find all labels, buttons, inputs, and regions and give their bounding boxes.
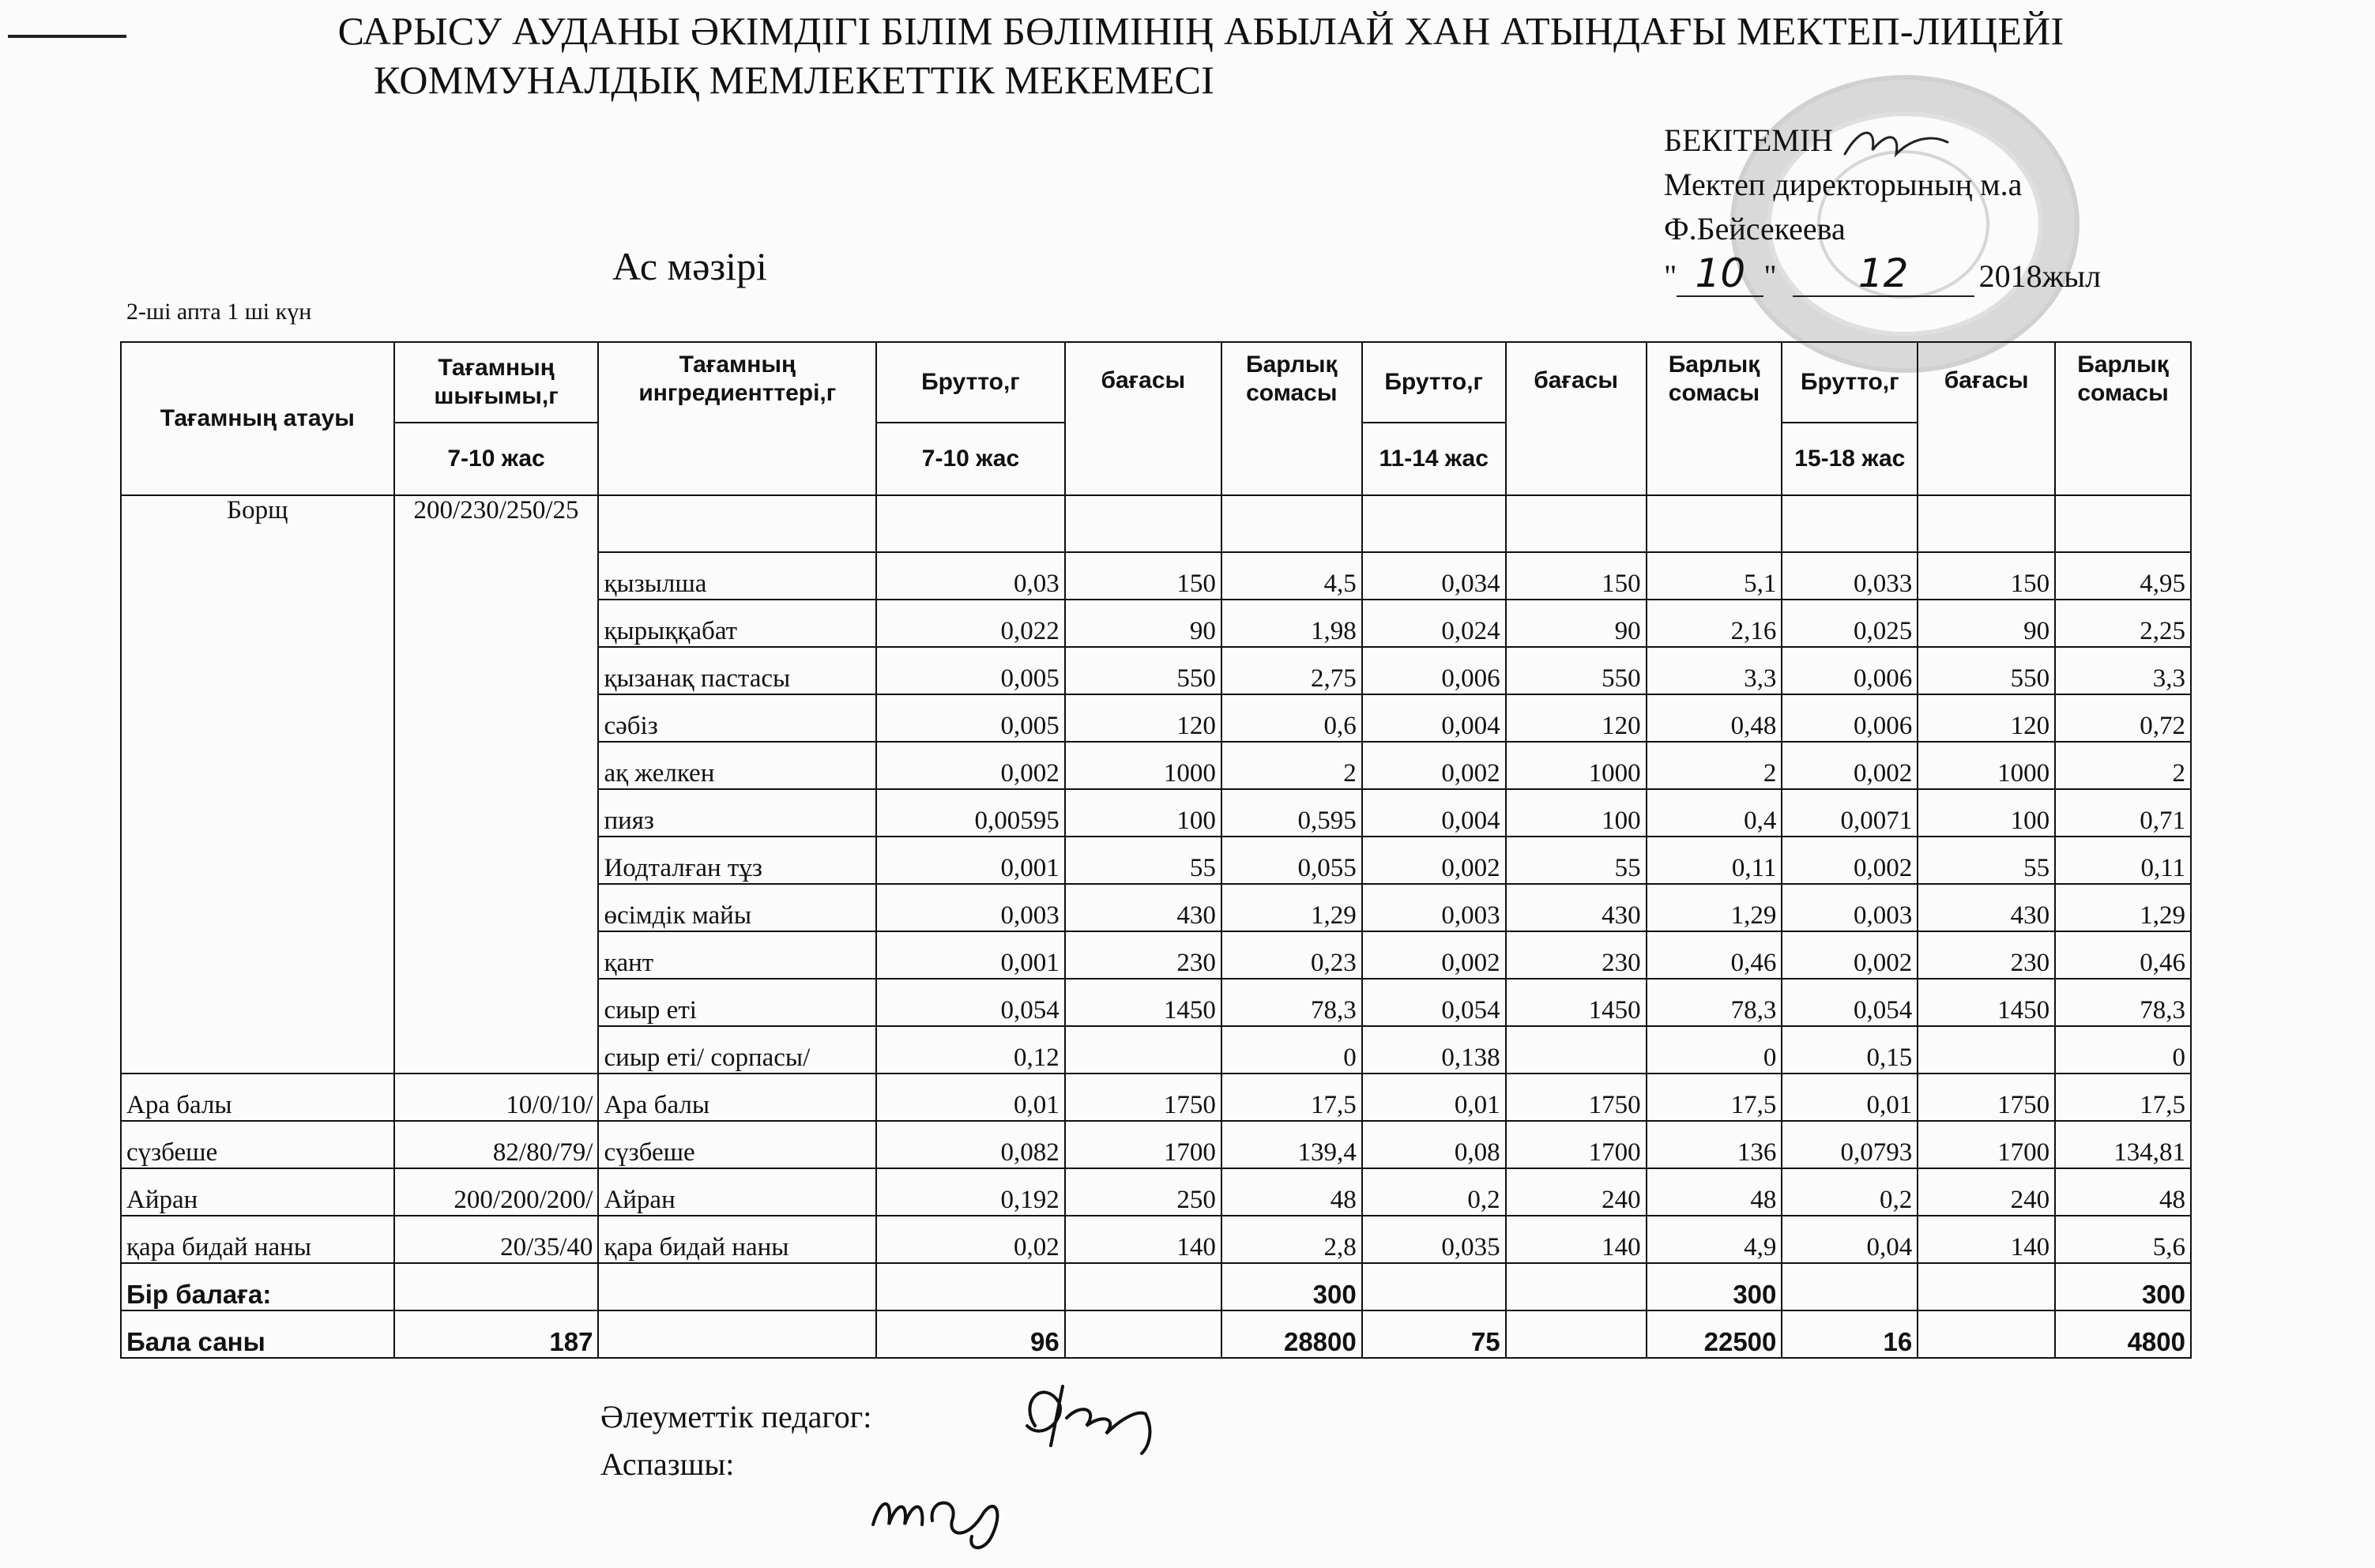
ingredient-name: өсімдік майы [598, 884, 876, 931]
per-child-total-15-18: 300 [2055, 1263, 2191, 1310]
cell: 430 [1506, 884, 1647, 931]
cell: 120 [1918, 694, 2055, 742]
children-sum-7-10: 28800 [1221, 1310, 1362, 1358]
per-child-label: Бір балаға: [121, 1263, 394, 1310]
col-total-1: Барлық сомасы [1221, 342, 1362, 495]
cell: 0,48 [1647, 694, 1782, 742]
ingredient-name: сәбіз [598, 694, 876, 742]
dish-name: Ара балы [121, 1074, 394, 1121]
cell: 3,3 [1647, 647, 1782, 694]
cell: 2 [1221, 742, 1362, 789]
age-group-7-10: 7-10 жас [876, 423, 1065, 495]
cell: 0,002 [1362, 837, 1506, 884]
cell: 48 [2055, 1168, 2191, 1216]
cell: 0,035 [1362, 1216, 1506, 1263]
table-row-per-child [121, 1263, 2191, 1310]
cell: 0,002 [1782, 742, 1918, 789]
cell: 1,29 [2055, 884, 2191, 931]
table-row [121, 1216, 2191, 1263]
cell: 0,15 [1782, 1026, 1918, 1074]
cell: 100 [1918, 789, 2055, 837]
cell: 0,00595 [876, 789, 1065, 837]
table-row [121, 1121, 2191, 1168]
cell: 1,29 [1647, 884, 1782, 931]
cell: 1750 [1506, 1074, 1647, 1121]
cell: 0,01 [1782, 1074, 1918, 1121]
cell: 0,04 [1782, 1216, 1918, 1263]
cell: 0,002 [1782, 931, 1918, 979]
cell: 1000 [1065, 742, 1221, 789]
col-price-2: бағасы [1506, 342, 1647, 495]
cell: 3,3 [2055, 647, 2191, 694]
cell: 0,72 [2055, 694, 2191, 742]
col-price-1: бағасы [1065, 342, 1221, 495]
org-title-line1: САРЫСУ АУДАНЫ ӘКІМДІГІ БІЛІМ БӨЛІМІНІҢ АБЫЛАЙ ХАН АТЫНДАҒЫ МЕКТЕП-ЛИЦЕЙІ [337, 9, 2064, 53]
cell: 48 [1221, 1168, 1362, 1216]
cell: 2 [1647, 742, 1782, 789]
children-count-11-14: 75 [1362, 1310, 1506, 1358]
cell: 0,46 [1647, 931, 1782, 979]
cell: 0 [1647, 1026, 1782, 1074]
cell: 1000 [1918, 742, 2055, 789]
cell: 0,001 [876, 931, 1065, 979]
cell: 1000 [1506, 742, 1647, 789]
cell: 1700 [1065, 1121, 1221, 1168]
ingredient-name: Иодталған тұз [598, 837, 876, 884]
cell: 0,23 [1221, 931, 1362, 979]
cell: 150 [1918, 552, 2055, 600]
cell: 430 [1065, 884, 1221, 931]
cell: 120 [1065, 694, 1221, 742]
cell: 0,034 [1362, 552, 1506, 600]
cell: 2,16 [1647, 600, 1782, 647]
dish-yield: 200/230/250/25 [394, 495, 599, 1074]
cell: 0,2 [1362, 1168, 1506, 1216]
social-pedagog-label: Әлеуметтік педагог: [600, 1399, 872, 1435]
cell: 0,025 [1782, 600, 1918, 647]
dish-yield: 82/80/79/ [394, 1121, 599, 1168]
cell: 1750 [1065, 1074, 1221, 1121]
cell: 240 [1506, 1168, 1647, 1216]
table-header-row [121, 342, 2191, 423]
org-title-line2: КОММУНАЛДЫҚ МЕМЛЕКЕТТІК МЕКЕМЕСІ [374, 58, 1214, 102]
children-count-7-10: 96 [876, 1310, 1065, 1358]
dish-name: Айран [121, 1168, 394, 1216]
table-row-borsch [121, 495, 2191, 552]
cell: 0,003 [1362, 884, 1506, 931]
ingredient-name: қызанақ пастасы [598, 647, 876, 694]
cell: 4,9 [1647, 1216, 1782, 1263]
cell: 0,71 [2055, 789, 2191, 837]
children-sum-15-18: 4800 [2055, 1310, 2191, 1358]
cell [1065, 1026, 1221, 1074]
children-count-15-18: 16 [1782, 1310, 1918, 1358]
cell: 140 [1506, 1216, 1647, 1263]
cell: 134,81 [2055, 1121, 2191, 1168]
cell: 0 [1221, 1026, 1362, 1074]
cell: 140 [1065, 1216, 1221, 1263]
cell: 90 [1065, 600, 1221, 647]
ingredient-name: қара бидай наны [598, 1216, 876, 1263]
col-yield: Тағамның шығымы,г [394, 342, 599, 423]
cell: 550 [1918, 647, 2055, 694]
cell: 0,0793 [1782, 1121, 1918, 1168]
ingredient-name: сиыр еті [598, 979, 876, 1026]
cell: 78,3 [1221, 979, 1362, 1026]
cell: 0,11 [2055, 837, 2191, 884]
cell: 0,006 [1362, 647, 1506, 694]
approval-name: Ф.Бейсекеева [1664, 211, 1846, 246]
cell: 100 [1065, 789, 1221, 837]
cell: 2,75 [1221, 647, 1362, 694]
col-price-3: бағасы [1918, 342, 2055, 495]
cell: 17,5 [1647, 1074, 1782, 1121]
cell: 0,024 [1362, 600, 1506, 647]
cell: 0,054 [1782, 979, 1918, 1026]
cell: 17,5 [2055, 1074, 2191, 1121]
date-year: 2018жыл [1978, 258, 2102, 294]
per-child-total-11-14: 300 [1647, 1263, 1782, 1310]
ingredient-name: Айран [598, 1168, 876, 1216]
menu-table [120, 341, 2192, 1359]
date-quote-close: " [1763, 258, 1777, 294]
cell: 0,46 [2055, 931, 2191, 979]
cell: 0 [2055, 1026, 2191, 1074]
cell: 0,082 [876, 1121, 1065, 1168]
children-count-label: Бала саны [121, 1310, 394, 1358]
cell: 17,5 [1221, 1074, 1362, 1121]
cell: 0,005 [876, 694, 1065, 742]
cell: 0,03 [876, 552, 1065, 600]
cell: 0,11 [1647, 837, 1782, 884]
cell: 1450 [1065, 979, 1221, 1026]
cell: 0,006 [1782, 694, 1918, 742]
cell: 55 [1918, 837, 2055, 884]
table-row [121, 1168, 2191, 1216]
cell: 0,595 [1221, 789, 1362, 837]
approval-position: Мектеп директорының м.а [1664, 167, 2023, 202]
cell: 1450 [1918, 979, 2055, 1026]
cell: 139,4 [1221, 1121, 1362, 1168]
cell: 0,6 [1221, 694, 1362, 742]
children-sum-11-14: 22500 [1647, 1310, 1782, 1358]
approval-date [1664, 251, 2101, 299]
cell: 150 [1506, 552, 1647, 600]
cell: 0,054 [876, 979, 1065, 1026]
per-child-total-7-10: 300 [1221, 1263, 1362, 1310]
cell: 140 [1918, 1216, 2055, 1263]
cell: 120 [1506, 694, 1647, 742]
ingredient-name: қырыққабат [598, 600, 876, 647]
date-month: 12 [1793, 251, 1974, 297]
cell: 2,25 [2055, 600, 2191, 647]
date-day: 10 [1677, 251, 1763, 297]
col-brutto-2: Брутто,г [1362, 342, 1506, 423]
cell: 0,004 [1362, 694, 1506, 742]
cell: 230 [1065, 931, 1221, 979]
cell: 1450 [1506, 979, 1647, 1026]
cell: 0,01 [876, 1074, 1065, 1121]
cell: 0,022 [876, 600, 1065, 647]
ingredient-name: сиыр еті/ сорпасы/ [598, 1026, 876, 1074]
age-group-15-18: 15-18 жас [1782, 423, 1918, 495]
cell: 4,95 [2055, 552, 2191, 600]
cell: 0,08 [1362, 1121, 1506, 1168]
cell: 0,192 [876, 1168, 1065, 1216]
cell: 136 [1647, 1121, 1782, 1168]
cell: 0,055 [1221, 837, 1362, 884]
cook-label: Аспазшы: [600, 1446, 735, 1482]
dish-name: Борщ [121, 495, 394, 1074]
children-count-total: 187 [394, 1310, 599, 1358]
cell: 0,002 [1362, 931, 1506, 979]
cell: 0,054 [1362, 979, 1506, 1026]
cell: 0,2 [1782, 1168, 1918, 1216]
col-brutto-1: Брутто,г [876, 342, 1065, 423]
dish-yield: 200/200/200/ [394, 1168, 599, 1216]
table-row-children-count [121, 1310, 2191, 1358]
cell: 2,8 [1221, 1216, 1362, 1263]
cell: 230 [1506, 931, 1647, 979]
cell: 0,4 [1647, 789, 1782, 837]
cell: 55 [1065, 837, 1221, 884]
cell: 430 [1918, 884, 2055, 931]
dish-yield: 10/0/10/ [394, 1074, 599, 1121]
approval-title: БЕКІТЕМІН [1664, 122, 1834, 158]
cell: 78,3 [1647, 979, 1782, 1026]
cell [1506, 1026, 1647, 1074]
col-total-3: Барлық сомасы [2055, 342, 2191, 495]
age-group-11-14: 11-14 жас [1362, 423, 1506, 495]
cell: 0,002 [876, 742, 1065, 789]
col-ingredients: Тағамның ингредиенттері,г [598, 342, 876, 495]
dish-name: сүзбеше [121, 1121, 394, 1168]
cell: 0,003 [876, 884, 1065, 931]
cell: 0,02 [876, 1216, 1065, 1263]
cell: 550 [1065, 647, 1221, 694]
cell: 90 [1506, 600, 1647, 647]
cell: 5,1 [1647, 552, 1782, 600]
cell: 1,98 [1221, 600, 1362, 647]
col-dish-name: Тағамның атауы [121, 342, 394, 495]
col-total-2: Барлық сомасы [1647, 342, 1782, 495]
cell: 0,002 [1362, 742, 1506, 789]
cell: 0,033 [1782, 552, 1918, 600]
table-row [121, 1074, 2191, 1121]
week-day: 2-ші апта 1 ші күн [126, 299, 312, 325]
cell: 150 [1065, 552, 1221, 600]
cell: 0,005 [876, 647, 1065, 694]
cell: 1700 [1506, 1121, 1647, 1168]
cell: 48 [1647, 1168, 1782, 1216]
age-group-yield: 7-10 жас [394, 423, 599, 495]
cell: 5,6 [2055, 1216, 2191, 1263]
signature-pedagog [988, 1371, 1169, 1457]
cell [1918, 1026, 2055, 1074]
col-brutto-3: Брутто,г [1782, 342, 1918, 423]
cell: 1750 [1918, 1074, 2055, 1121]
ingredient-name: қызылша [598, 552, 876, 600]
cell: 0,003 [1782, 884, 1918, 931]
date-quote-open: " [1664, 258, 1677, 294]
cell: 0,138 [1362, 1026, 1506, 1074]
cell: 0,002 [1782, 837, 1918, 884]
cell: 230 [1918, 931, 2055, 979]
cell: 0,001 [876, 837, 1065, 884]
ingredient-name: сүзбеше [598, 1121, 876, 1168]
signature-cook [865, 1465, 1015, 1556]
ingredient-name: қант [598, 931, 876, 979]
cell: 550 [1506, 647, 1647, 694]
ingredient-name: пияз [598, 789, 876, 837]
cell: 1700 [1918, 1121, 2055, 1168]
cell: 0,004 [1362, 789, 1506, 837]
cell: 0,01 [1362, 1074, 1506, 1121]
menu-title: Ас мәзірі [612, 244, 767, 288]
cell: 240 [1918, 1168, 2055, 1216]
cell: 90 [1918, 600, 2055, 647]
cell: 78,3 [2055, 979, 2191, 1026]
cell: 100 [1506, 789, 1647, 837]
cell: 250 [1065, 1168, 1221, 1216]
cell: 4,5 [1221, 552, 1362, 600]
signature-director [1837, 118, 1955, 174]
dish-yield: 20/35/40 [394, 1216, 599, 1263]
cell: 2 [2055, 742, 2191, 789]
cell: 1,29 [1221, 884, 1362, 931]
cell: 0,006 [1782, 647, 1918, 694]
ingredient-name: Ара балы [598, 1074, 876, 1121]
ingredient-name: ақ желкен [598, 742, 876, 789]
cell: 0,12 [876, 1026, 1065, 1074]
cell: 55 [1506, 837, 1647, 884]
cell: 0,0071 [1782, 789, 1918, 837]
dish-name: қара бидай наны [121, 1216, 394, 1263]
